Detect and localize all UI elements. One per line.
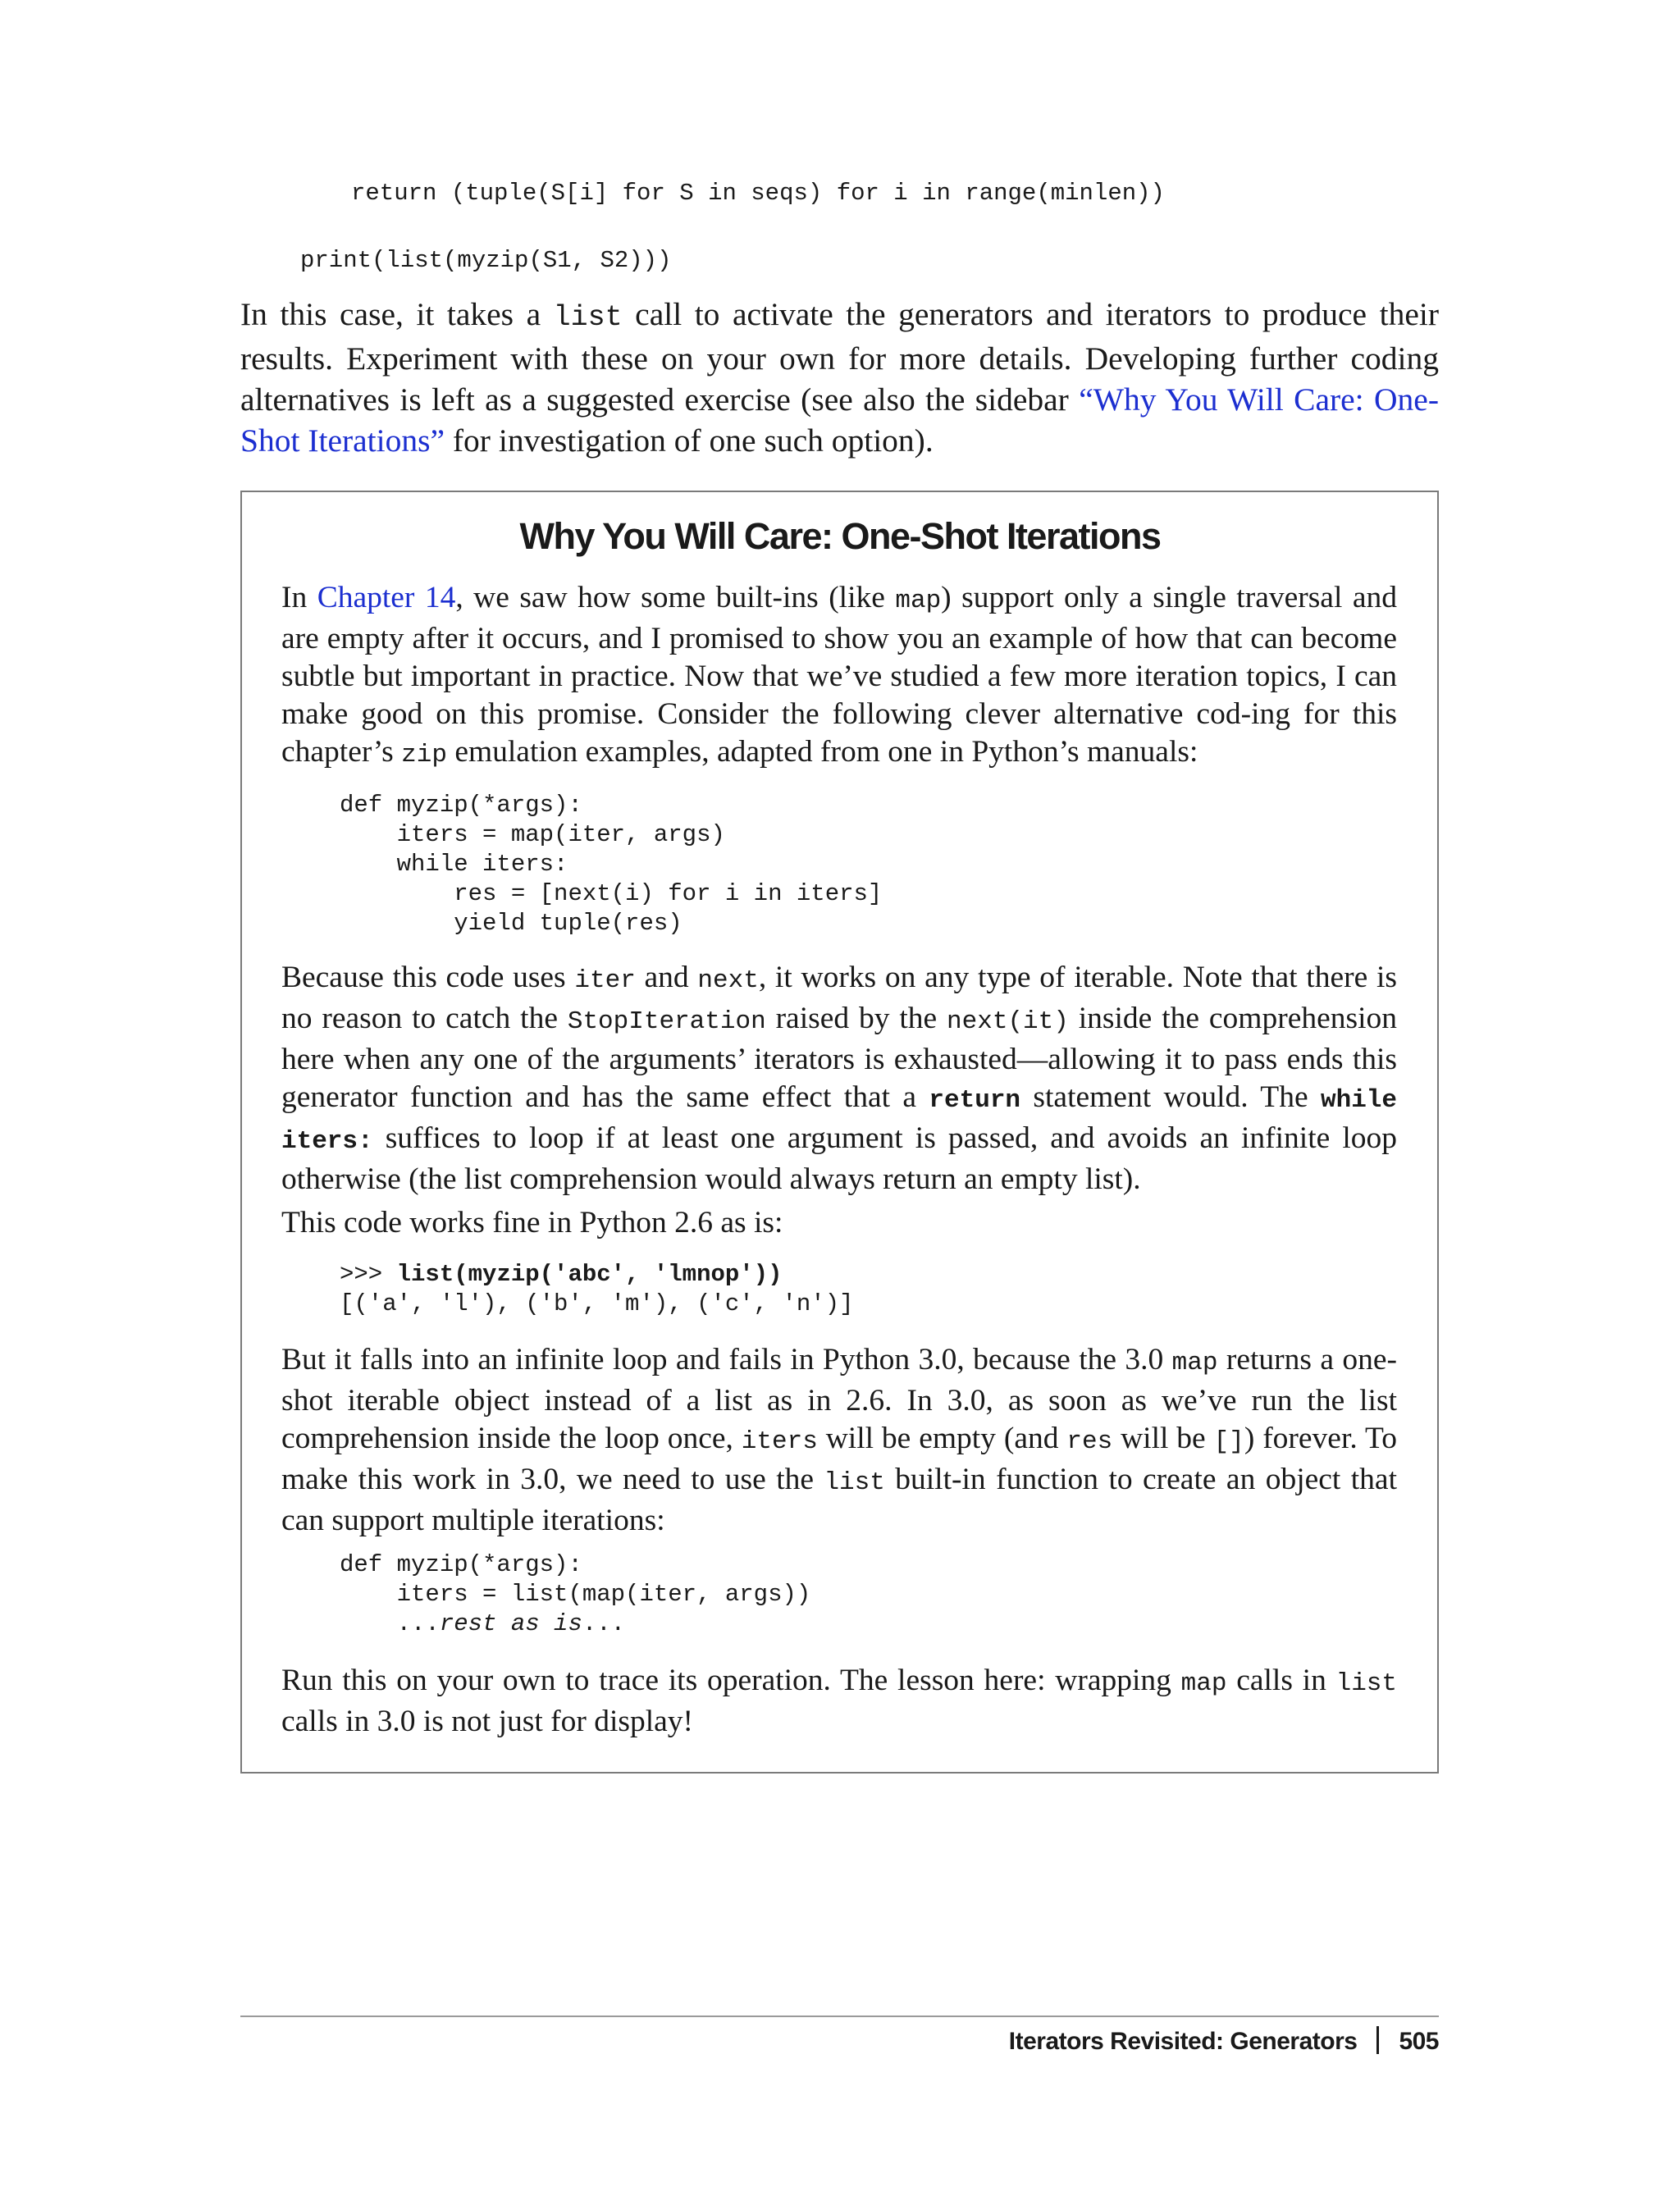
code-line-return: return (tuple(S[i] for S in seqs) for i in range(minlen)) bbox=[351, 180, 1165, 207]
intro-paragraph: In this case, it takes a list call to activate the generators and iterators to produce their results. Experiment with these on your own for more details. Developing further coding alternatives is left as a suggested exercise (see also the sidebar “Why You Will Care: One-Shot Iterations” for investigation of one such option). bbox=[240, 296, 1439, 459]
page-number: 505 bbox=[1399, 2028, 1439, 2055]
sidebar-paragraph-3: This code works fine in Python 2.6 as is: bbox=[281, 1206, 783, 1239]
sidebar-paragraph-4: But it falls into an infinite loop and fails in Python 3.0, because the 3.0 map returns a one-shot iterable object instead of a list as in 2.6. In 3.0, as soon as we’ve run the list comprehension inside the loop once, iters will be empty (and res will be []) forever. To make this work in 3.0, we need to use the list built-in function to create an object that can support multiple iterations: bbox=[281, 1343, 1398, 1537]
footer-separator bbox=[1376, 2026, 1379, 2054]
sidebar-paragraph-5: Run this on your own to trace its operation. The lesson here: wrapping map calls in list calls in 3.0 is not just for display! bbox=[281, 1664, 1398, 1738]
code-block-myzip-1: def myzip(*args): iters = map(iter, args) while iters: res = [next(i) for i in iters] yield tuple(res) bbox=[340, 792, 883, 937]
sidebar-link[interactable]: “Why You Will Care: One-Shot Iterations” bbox=[240, 381, 1439, 459]
code-block-interactive: >>> list(myzip('abc', 'lmnop')) [('a', 'l'), ('b', 'm'), ('c', 'n')] bbox=[340, 1261, 854, 1317]
page-footer bbox=[968, 2026, 1439, 2056]
running-section-title: Iterators Revisited: Generators bbox=[1008, 2028, 1358, 2055]
code-line-print: print(list(myzip(S1, S2))) bbox=[300, 247, 672, 274]
sidebar-paragraph-1: In Chapter 14, we saw how some built-ins (like map) support only a single traversal and are empty after it occurs, and I promised to show you an example of how that can become subtle but important in practice. Now that we’ve studied a few more iteration topics, I can make good on this promise. Consider the following clever alternative cod-ing for this chapter’s zip emulation examples, adapted from one in Python’s manuals: bbox=[281, 581, 1397, 769]
sidebar-paragraph-2: Because this code uses iter and next, it works on any type of iterable. Note that there is no reason to catch the StopIteration raised by the next(it) inside the comprehension here when any one of the arguments’ iterators is exhausted—allowing it to pass ends this generator function and has the same effect that a return statement would. The while iters: suffices to loop if at least one argument is passed, and avoids an infinite loop otherwise (the list comprehension would always return an empty list). bbox=[281, 961, 1397, 1196]
code-block-myzip-2: def myzip(*args): iters = list(map(iter, args)) ...rest as is... bbox=[340, 1551, 811, 1637]
chapter-14-link[interactable]: Chapter 14 bbox=[317, 581, 456, 614]
footer-rule bbox=[240, 2016, 1439, 2017]
sidebar-title: Why You Will Care: One-Shot Iterations bbox=[519, 515, 1161, 557]
